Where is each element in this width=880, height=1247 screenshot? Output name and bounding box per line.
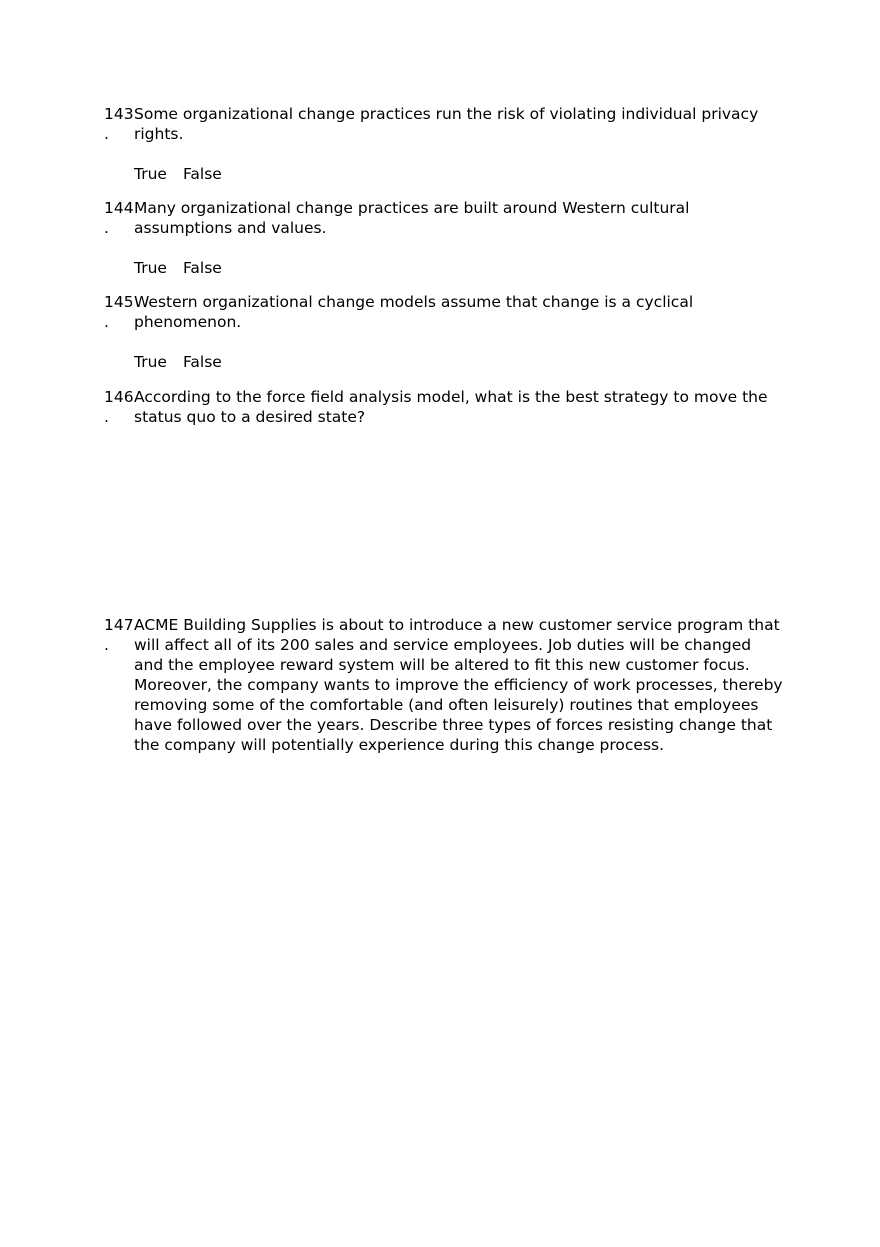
true-false-options [134, 352, 784, 372]
question-143 [104, 104, 784, 184]
option-true[interactable]: True [134, 259, 167, 277]
option-false[interactable]: False [182, 353, 222, 371]
question-text: According to the force field analysis model, what is the best strategy to move the status quo to a desired state? [134, 388, 768, 426]
question-144 [104, 198, 784, 278]
option-false[interactable]: False [182, 165, 222, 183]
question-text: Western organizational change models assume that change is a cyclical phenomenon. [134, 293, 694, 331]
question-number: 143 [104, 105, 134, 123]
question-number: 147 [104, 616, 134, 634]
question-number-dot: . [104, 313, 109, 331]
question-145 [104, 292, 784, 372]
option-true[interactable]: True [134, 353, 167, 371]
true-false-options [134, 258, 784, 278]
question-text: Many organizational change practices are built around Western cultural assumptions and values. [134, 199, 690, 237]
question-number-dot: . [104, 125, 109, 143]
option-false[interactable]: False [182, 259, 222, 277]
question-number-dot: . [104, 408, 109, 426]
question-146 [104, 387, 784, 427]
question-147 [104, 615, 784, 755]
question-number-dot: . [104, 219, 109, 237]
question-number: 146 [104, 388, 134, 406]
question-text: ACME Building Supplies is about to introduce a new customer service program that will affect all of its 200 sales and service employees. Job duties will be changed and the employee reward system will be altered to fit this new customer focus. Moreover, the company wants to improve the efficiency of work processes, thereby removing some of the comfortable (and often leisurely) routines that employees have followed over the years. Describe three types of forces resisting change that the company will potentially experience during this change process. [134, 616, 783, 754]
question-number-dot: . [104, 636, 109, 654]
question-text: Some organizational change practices run the risk of violating individual privacy rights. [134, 105, 759, 143]
true-false-options [134, 164, 784, 184]
option-true[interactable]: True [134, 165, 167, 183]
question-number: 145 [104, 293, 134, 311]
question-number: 144 [104, 199, 134, 217]
